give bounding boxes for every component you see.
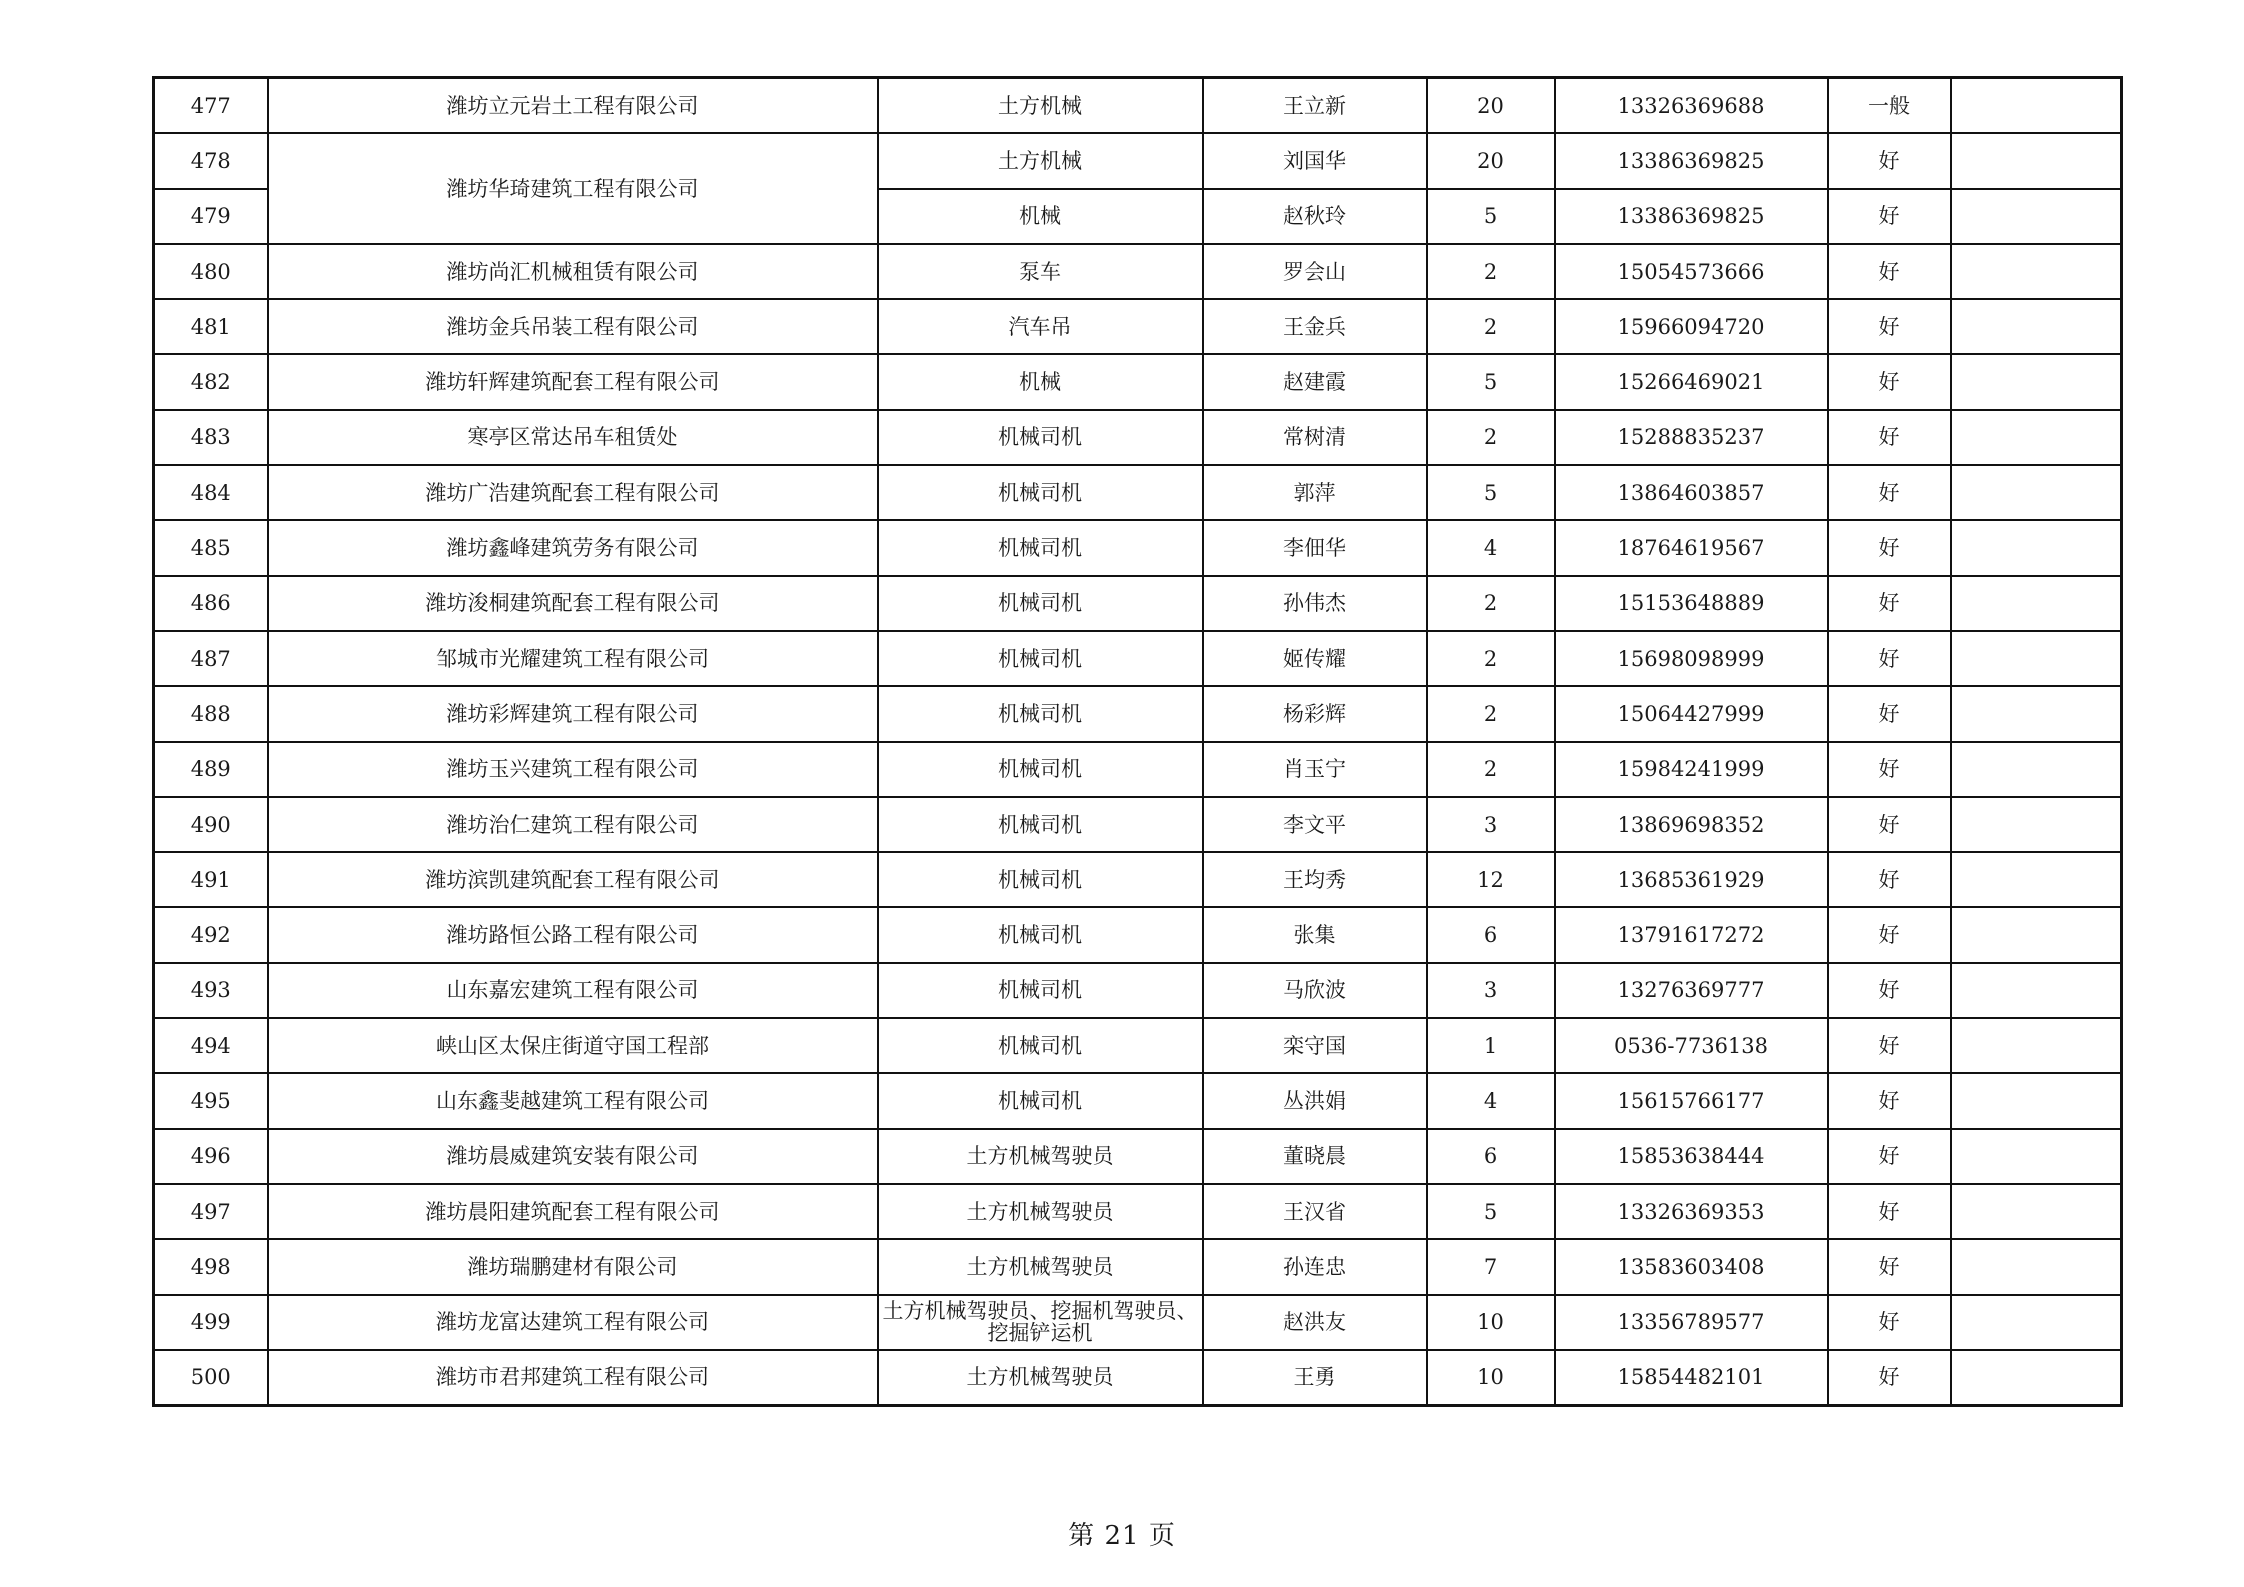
work-type: 机械司机 <box>878 465 1203 520</box>
company-name: 潍坊玉兴建筑工程有限公司 <box>268 742 878 797</box>
phone-number: 13685361929 <box>1555 852 1828 907</box>
contact-person: 栾守国 <box>1203 1018 1427 1073</box>
roster-body <box>154 78 2122 1406</box>
row-number: 489 <box>154 742 268 797</box>
contact-person: 郭萍 <box>1203 465 1427 520</box>
contact-person: 张集 <box>1203 907 1427 962</box>
worker-count: 2 <box>1427 686 1555 741</box>
phone-number: 13326369353 <box>1555 1184 1828 1239</box>
company-name: 潍坊金兵吊装工程有限公司 <box>268 299 878 354</box>
remark <box>1951 133 2122 188</box>
company-name: 潍坊华琦建筑工程有限公司 <box>268 133 878 244</box>
row-number: 500 <box>154 1350 268 1406</box>
company-name: 潍坊晨威建筑安装有限公司 <box>268 1129 878 1184</box>
work-type: 机械司机 <box>878 576 1203 631</box>
table-row <box>154 1129 2122 1184</box>
work-type: 土方机械驾驶员 <box>878 1239 1203 1294</box>
phone-number: 15854482101 <box>1555 1350 1828 1406</box>
remark <box>1951 797 2122 852</box>
phone-number: 13791617272 <box>1555 907 1828 962</box>
rating: 好 <box>1828 907 1951 962</box>
rating: 好 <box>1828 576 1951 631</box>
work-type: 土方机械驾驶员 <box>878 1129 1203 1184</box>
contact-person: 李文平 <box>1203 797 1427 852</box>
phone-number: 13326369688 <box>1555 78 1828 134</box>
worker-count: 3 <box>1427 963 1555 1018</box>
phone-number: 15266469021 <box>1555 354 1828 409</box>
rating: 好 <box>1828 244 1951 299</box>
contact-person: 王立新 <box>1203 78 1427 134</box>
row-number: 486 <box>154 576 268 631</box>
contact-person: 肖玉宁 <box>1203 742 1427 797</box>
company-name: 潍坊尚汇机械租赁有限公司 <box>268 244 878 299</box>
contact-person: 马欣波 <box>1203 963 1427 1018</box>
remark <box>1951 520 2122 575</box>
company-name: 潍坊路恒公路工程有限公司 <box>268 907 878 962</box>
company-name: 潍坊浚桐建筑配套工程有限公司 <box>268 576 878 631</box>
work-type: 机械 <box>878 189 1203 244</box>
company-name: 山东鑫斐越建筑工程有限公司 <box>268 1073 878 1128</box>
table-row <box>154 1295 2122 1350</box>
row-number: 480 <box>154 244 268 299</box>
rating: 好 <box>1828 410 1951 465</box>
row-number: 490 <box>154 797 268 852</box>
rating: 好 <box>1828 1018 1951 1073</box>
phone-number: 15064427999 <box>1555 686 1828 741</box>
row-number: 497 <box>154 1184 268 1239</box>
roster-table <box>152 76 2123 1407</box>
row-number: 488 <box>154 686 268 741</box>
remark <box>1951 1239 2122 1294</box>
work-type: 土方机械驾驶员 <box>878 1350 1203 1406</box>
row-number: 495 <box>154 1073 268 1128</box>
worker-count: 20 <box>1427 133 1555 188</box>
row-number: 477 <box>154 78 268 134</box>
company-name: 潍坊彩辉建筑工程有限公司 <box>268 686 878 741</box>
remark <box>1951 852 2122 907</box>
work-type: 机械 <box>878 354 1203 409</box>
worker-count: 2 <box>1427 576 1555 631</box>
phone-number: 13276369777 <box>1555 963 1828 1018</box>
contact-person: 姬传耀 <box>1203 631 1427 686</box>
worker-count: 4 <box>1427 1073 1555 1128</box>
contact-person: 孙连忠 <box>1203 1239 1427 1294</box>
worker-count: 5 <box>1427 354 1555 409</box>
remark <box>1951 465 2122 520</box>
contact-person: 董晓晨 <box>1203 1129 1427 1184</box>
remark <box>1951 299 2122 354</box>
contact-person: 杨彩辉 <box>1203 686 1427 741</box>
table-row <box>154 907 2122 962</box>
rating: 一般 <box>1828 78 1951 134</box>
work-type: 机械司机 <box>878 520 1203 575</box>
worker-count: 6 <box>1427 1129 1555 1184</box>
work-type: 机械司机 <box>878 797 1203 852</box>
rating: 好 <box>1828 1350 1951 1406</box>
table-row <box>154 299 2122 354</box>
work-type: 土方机械驾驶员、挖掘机驾驶员、挖掘铲运机 <box>878 1295 1203 1350</box>
contact-person: 常树清 <box>1203 410 1427 465</box>
remark <box>1951 1129 2122 1184</box>
worker-count: 2 <box>1427 742 1555 797</box>
table-row <box>154 852 2122 907</box>
company-name: 邹城市光耀建筑工程有限公司 <box>268 631 878 686</box>
row-number: 499 <box>154 1295 268 1350</box>
table-row <box>154 742 2122 797</box>
work-type: 土方机械 <box>878 78 1203 134</box>
company-name: 潍坊龙富达建筑工程有限公司 <box>268 1295 878 1350</box>
rating: 好 <box>1828 299 1951 354</box>
worker-count: 2 <box>1427 631 1555 686</box>
contact-person: 王金兵 <box>1203 299 1427 354</box>
table-row <box>154 410 2122 465</box>
company-name: 潍坊瑞鹏建材有限公司 <box>268 1239 878 1294</box>
company-name: 潍坊治仁建筑工程有限公司 <box>268 797 878 852</box>
worker-count: 20 <box>1427 78 1555 134</box>
page-prefix: 第 <box>1068 1521 1096 1551</box>
table-row <box>154 354 2122 409</box>
worker-count: 6 <box>1427 907 1555 962</box>
remark <box>1951 78 2122 134</box>
worker-count: 5 <box>1427 189 1555 244</box>
company-name: 潍坊立元岩土工程有限公司 <box>268 78 878 134</box>
work-type: 机械司机 <box>878 963 1203 1018</box>
work-type: 泵车 <box>878 244 1203 299</box>
row-number: 496 <box>154 1129 268 1184</box>
table-row <box>154 520 2122 575</box>
table-row <box>154 1018 2122 1073</box>
work-type: 机械司机 <box>878 686 1203 741</box>
rating: 好 <box>1828 963 1951 1018</box>
rating: 好 <box>1828 1239 1951 1294</box>
table-row <box>154 1239 2122 1294</box>
remark <box>1951 907 2122 962</box>
contact-person: 丛洪娟 <box>1203 1073 1427 1128</box>
rating: 好 <box>1828 797 1951 852</box>
table-row <box>154 1350 2122 1406</box>
contact-person: 孙伟杰 <box>1203 576 1427 631</box>
contact-person: 王汉省 <box>1203 1184 1427 1239</box>
row-number: 491 <box>154 852 268 907</box>
row-number: 483 <box>154 410 268 465</box>
phone-number: 15853638444 <box>1555 1129 1828 1184</box>
rating: 好 <box>1828 1184 1951 1239</box>
row-number: 478 <box>154 133 268 188</box>
row-number: 485 <box>154 520 268 575</box>
company-name: 寒亭区常达吊车租赁处 <box>268 410 878 465</box>
row-number: 479 <box>154 189 268 244</box>
contact-person: 赵秋玲 <box>1203 189 1427 244</box>
table-row <box>154 465 2122 520</box>
remark <box>1951 963 2122 1018</box>
company-name: 潍坊轩辉建筑配套工程有限公司 <box>268 354 878 409</box>
rating: 好 <box>1828 686 1951 741</box>
worker-count: 7 <box>1427 1239 1555 1294</box>
remark <box>1951 354 2122 409</box>
remark <box>1951 1350 2122 1406</box>
contact-person: 赵建霞 <box>1203 354 1427 409</box>
worker-count: 4 <box>1427 520 1555 575</box>
work-type: 机械司机 <box>878 742 1203 797</box>
phone-number: 15054573666 <box>1555 244 1828 299</box>
table-row <box>154 686 2122 741</box>
phone-number: 13386369825 <box>1555 189 1828 244</box>
table-row <box>154 797 2122 852</box>
remark <box>1951 1018 2122 1073</box>
worker-count: 10 <box>1427 1350 1555 1406</box>
rating: 好 <box>1828 133 1951 188</box>
phone-number: 13864603857 <box>1555 465 1828 520</box>
contact-person: 王勇 <box>1203 1350 1427 1406</box>
phone-number: 15153648889 <box>1555 576 1828 631</box>
table-row <box>154 576 2122 631</box>
page-suffix: 页 <box>1148 1521 1176 1551</box>
rating: 好 <box>1828 520 1951 575</box>
work-type: 土方机械驾驶员 <box>878 1184 1203 1239</box>
phone-number: 15615766177 <box>1555 1073 1828 1128</box>
table-row <box>154 963 2122 1018</box>
row-number: 484 <box>154 465 268 520</box>
contact-person: 赵洪友 <box>1203 1295 1427 1350</box>
rating: 好 <box>1828 742 1951 797</box>
rating: 好 <box>1828 465 1951 520</box>
table-row <box>154 1184 2122 1239</box>
remark <box>1951 576 2122 631</box>
rating: 好 <box>1828 1295 1951 1350</box>
work-type: 机械司机 <box>878 410 1203 465</box>
rating: 好 <box>1828 189 1951 244</box>
phone-number: 13386369825 <box>1555 133 1828 188</box>
remark <box>1951 189 2122 244</box>
work-type: 机械司机 <box>878 907 1203 962</box>
phone-number: 13869698352 <box>1555 797 1828 852</box>
phone-number: 15698098999 <box>1555 631 1828 686</box>
table-row <box>154 1073 2122 1128</box>
company-name: 潍坊市君邦建筑工程有限公司 <box>268 1350 878 1406</box>
work-type: 机械司机 <box>878 1018 1203 1073</box>
phone-number: 15966094720 <box>1555 299 1828 354</box>
company-name: 潍坊滨凯建筑配套工程有限公司 <box>268 852 878 907</box>
remark <box>1951 244 2122 299</box>
page-number-footer <box>0 1515 2244 1552</box>
company-name: 峡山区太保庄街道守国工程部 <box>268 1018 878 1073</box>
remark <box>1951 631 2122 686</box>
rating: 好 <box>1828 1073 1951 1128</box>
remark <box>1951 1073 2122 1128</box>
rating: 好 <box>1828 1129 1951 1184</box>
worker-count: 12 <box>1427 852 1555 907</box>
worker-count: 3 <box>1427 797 1555 852</box>
worker-count: 1 <box>1427 1018 1555 1073</box>
row-number: 487 <box>154 631 268 686</box>
row-number: 493 <box>154 963 268 1018</box>
worker-count: 2 <box>1427 244 1555 299</box>
contact-person: 王均秀 <box>1203 852 1427 907</box>
table-row <box>154 78 2122 134</box>
company-name: 山东嘉宏建筑工程有限公司 <box>268 963 878 1018</box>
contact-person: 李佃华 <box>1203 520 1427 575</box>
worker-count: 2 <box>1427 410 1555 465</box>
worker-count: 5 <box>1427 1184 1555 1239</box>
remark <box>1951 1184 2122 1239</box>
remark <box>1951 686 2122 741</box>
worker-count: 2 <box>1427 299 1555 354</box>
page-number: 21 <box>1104 1521 1140 1551</box>
company-name: 潍坊广浩建筑配套工程有限公司 <box>268 465 878 520</box>
worker-count: 5 <box>1427 465 1555 520</box>
row-number: 494 <box>154 1018 268 1073</box>
remark <box>1951 1295 2122 1350</box>
phone-number: 13583603408 <box>1555 1239 1828 1294</box>
worker-count: 10 <box>1427 1295 1555 1350</box>
contact-person: 刘国华 <box>1203 133 1427 188</box>
table-row <box>154 631 2122 686</box>
phone-number: 15984241999 <box>1555 742 1828 797</box>
work-type: 机械司机 <box>878 1073 1203 1128</box>
work-type: 土方机械 <box>878 133 1203 188</box>
row-number: 492 <box>154 907 268 962</box>
phone-number: 0536-7736138 <box>1555 1018 1828 1073</box>
rating: 好 <box>1828 354 1951 409</box>
row-number: 498 <box>154 1239 268 1294</box>
company-name: 潍坊鑫峰建筑劳务有限公司 <box>268 520 878 575</box>
rating: 好 <box>1828 852 1951 907</box>
work-type: 机械司机 <box>878 852 1203 907</box>
phone-number: 15288835237 <box>1555 410 1828 465</box>
row-number: 481 <box>154 299 268 354</box>
company-name: 潍坊晨阳建筑配套工程有限公司 <box>268 1184 878 1239</box>
table-row <box>154 133 2122 188</box>
phone-number: 13356789577 <box>1555 1295 1828 1350</box>
table-row <box>154 244 2122 299</box>
work-type: 机械司机 <box>878 631 1203 686</box>
remark <box>1951 410 2122 465</box>
work-type: 汽车吊 <box>878 299 1203 354</box>
rating: 好 <box>1828 631 1951 686</box>
remark <box>1951 742 2122 797</box>
phone-number: 18764619567 <box>1555 520 1828 575</box>
contact-person: 罗会山 <box>1203 244 1427 299</box>
row-number: 482 <box>154 354 268 409</box>
